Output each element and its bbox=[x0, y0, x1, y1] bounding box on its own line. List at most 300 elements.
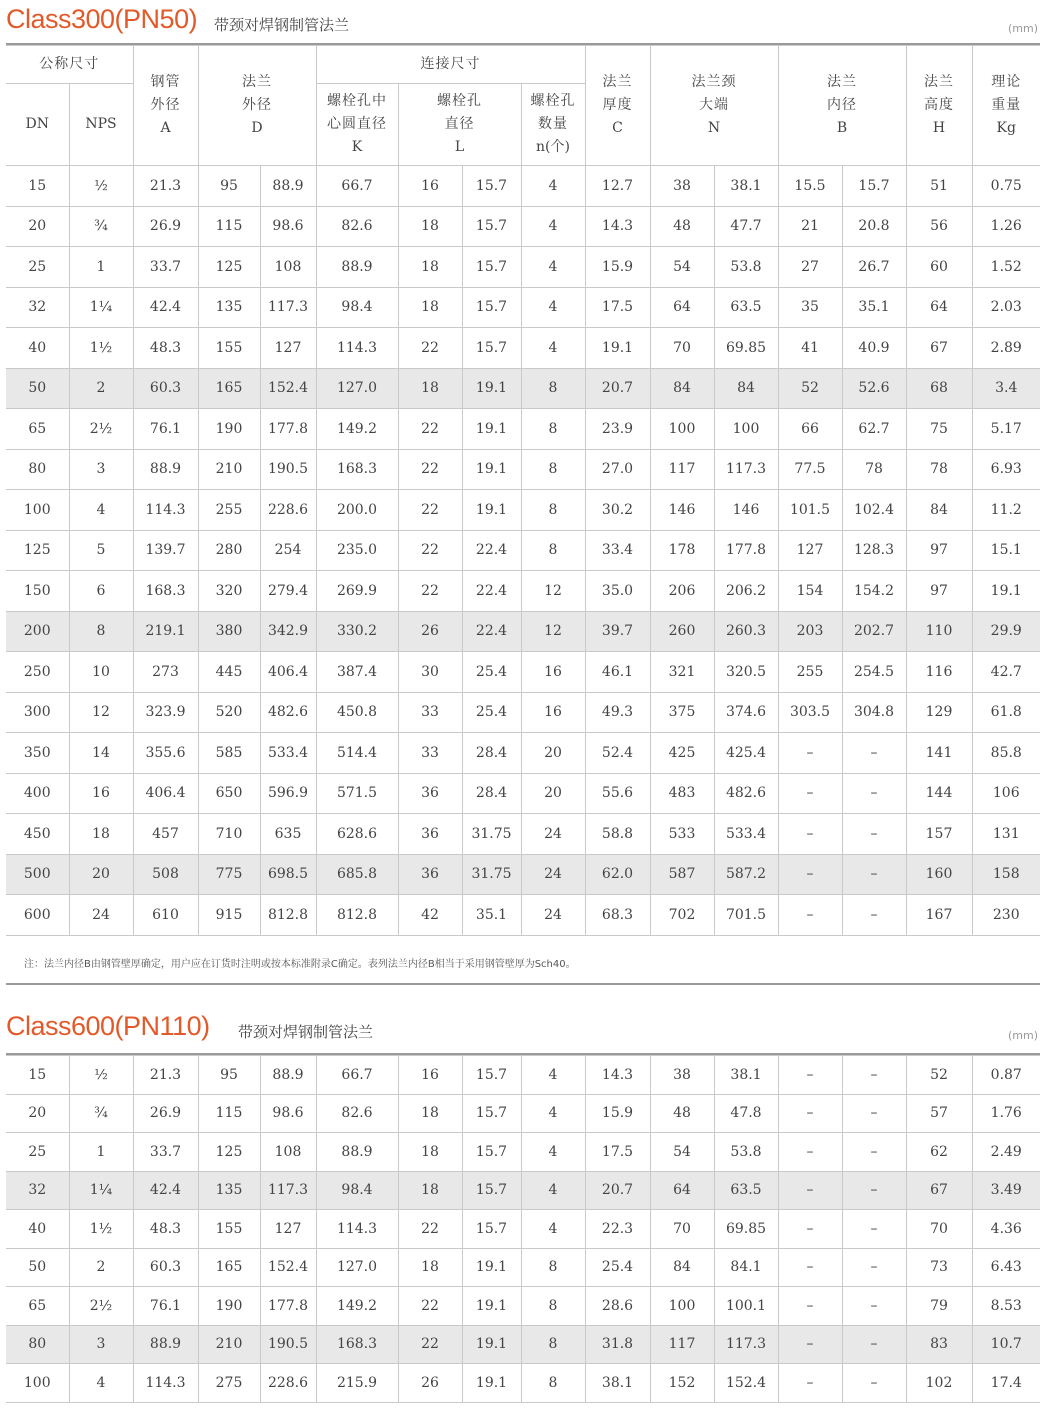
cell-neck-actual: 206.2 bbox=[714, 571, 778, 612]
cell-nps: ¾ bbox=[69, 206, 133, 247]
cell-height: 78 bbox=[906, 449, 972, 490]
cell-bolt-circle: 88.9 bbox=[316, 247, 398, 288]
cell-neck: 178 bbox=[650, 530, 714, 571]
cell-bolt-hole-actual: 15.7 bbox=[462, 166, 521, 207]
cell-neck: 321 bbox=[650, 652, 714, 693]
cell-bolt-count: 4 bbox=[521, 1056, 585, 1095]
cell-dn: 65 bbox=[6, 409, 69, 450]
table-row bbox=[6, 1325, 1040, 1364]
cell-bore: 101.5 bbox=[778, 490, 842, 531]
cell-bolt-circle: 82.6 bbox=[316, 1094, 398, 1133]
table-row bbox=[6, 1056, 1040, 1095]
header-pipe-od-l1: 钢管 bbox=[150, 74, 181, 90]
header-height-l3: H bbox=[932, 120, 946, 136]
cell-bore: 77.5 bbox=[778, 449, 842, 490]
cell-thickness: 46.1 bbox=[585, 652, 650, 693]
cell-pipe-od: 42.4 bbox=[133, 1171, 198, 1210]
cell-bolt-hole: 18 bbox=[398, 1248, 462, 1287]
cell-weight: 0.87 bbox=[972, 1056, 1040, 1095]
header-bolt-count-l2: 数量 bbox=[538, 116, 568, 132]
header-dn: DN bbox=[6, 84, 69, 166]
cell-dn: 25 bbox=[6, 247, 69, 288]
cell-bolt-hole: 30 bbox=[398, 652, 462, 693]
cell-bolt-count: 4 bbox=[521, 1133, 585, 1172]
cell-pipe-od: 48.3 bbox=[133, 328, 198, 369]
cell-pipe-od: 76.1 bbox=[133, 1287, 198, 1326]
cell-neck-actual: 53.8 bbox=[714, 1133, 778, 1172]
cell-bolt-circle: 269.9 bbox=[316, 571, 398, 612]
cell-bolt-circle: 450.8 bbox=[316, 692, 398, 733]
cell-height: 129 bbox=[906, 692, 972, 733]
cell-bolt-hole: 22 bbox=[398, 328, 462, 369]
header-bolt-circle bbox=[316, 84, 398, 166]
cell-neck-actual: 320.5 bbox=[714, 652, 778, 693]
cell-dn: 125 bbox=[6, 530, 69, 571]
cell-neck: 64 bbox=[650, 287, 714, 328]
cell-nps: 2½ bbox=[69, 409, 133, 450]
cell-neck-actual: 84 bbox=[714, 368, 778, 409]
cell-dn: 80 bbox=[6, 449, 69, 490]
header-bolt-count-l1: 螺栓孔 bbox=[530, 93, 576, 109]
cell-weight: 85.8 bbox=[972, 733, 1040, 774]
cell-weight: 11.2 bbox=[972, 490, 1040, 531]
cell-bore-actual: – bbox=[842, 733, 906, 774]
cell-flange-od: 125 bbox=[198, 247, 260, 288]
table-row bbox=[6, 652, 1040, 693]
cell-flange-od-actual: 117.3 bbox=[260, 1171, 316, 1210]
cell-nps: 5 bbox=[69, 530, 133, 571]
class300-table-body bbox=[6, 166, 1040, 936]
cell-weight: 6.43 bbox=[972, 1248, 1040, 1287]
cell-bolt-count: 8 bbox=[521, 1248, 585, 1287]
header-connection: 连接尺寸 bbox=[316, 46, 585, 84]
cell-bore: 35 bbox=[778, 287, 842, 328]
table-row bbox=[6, 490, 1040, 531]
cell-neck-actual: 100.1 bbox=[714, 1287, 778, 1326]
class300-unit: (mm) bbox=[1007, 22, 1038, 35]
cell-flange-od-actual: 228.6 bbox=[260, 1364, 316, 1403]
cell-neck-actual: 53.8 bbox=[714, 247, 778, 288]
cell-neck: 54 bbox=[650, 1133, 714, 1172]
class600-title: Class600(PN110) bbox=[6, 1011, 210, 1041]
cell-bore: – bbox=[778, 773, 842, 814]
cell-neck-actual: 117.3 bbox=[714, 449, 778, 490]
cell-flange-od-actual: 88.9 bbox=[260, 166, 316, 207]
cell-weight: 0.75 bbox=[972, 166, 1040, 207]
cell-flange-od: 710 bbox=[198, 814, 260, 855]
cell-bolt-circle: 114.3 bbox=[316, 1210, 398, 1249]
cell-bolt-hole-actual: 19.1 bbox=[462, 449, 521, 490]
cell-flange-od: 115 bbox=[198, 206, 260, 247]
cell-nps: 3 bbox=[69, 449, 133, 490]
cell-neck: 84 bbox=[650, 1248, 714, 1287]
header-neck-l1: 法兰颈 bbox=[691, 74, 737, 90]
cell-bolt-hole: 22 bbox=[398, 571, 462, 612]
cell-flange-od-actual: 88.9 bbox=[260, 1056, 316, 1095]
cell-neck: 702 bbox=[650, 895, 714, 936]
cell-neck: 146 bbox=[650, 490, 714, 531]
cell-bolt-circle: 685.8 bbox=[316, 854, 398, 895]
cell-flange-od: 380 bbox=[198, 611, 260, 652]
cell-bore: – bbox=[778, 1364, 842, 1403]
cell-dn: 32 bbox=[6, 1171, 69, 1210]
cell-flange-od: 210 bbox=[198, 449, 260, 490]
cell-thickness: 12.7 bbox=[585, 166, 650, 207]
cell-bolt-hole: 22 bbox=[398, 1325, 462, 1364]
cell-dn: 25 bbox=[6, 1133, 69, 1172]
cell-flange-od-actual: 177.8 bbox=[260, 1287, 316, 1326]
cell-bolt-circle: 149.2 bbox=[316, 409, 398, 450]
cell-nps: 8 bbox=[69, 611, 133, 652]
header-weight-l1: 理论 bbox=[991, 74, 1022, 90]
cell-height: 68 bbox=[906, 368, 972, 409]
cell-bolt-hole-actual: 15.7 bbox=[462, 1171, 521, 1210]
cell-bore-actual: 78 bbox=[842, 449, 906, 490]
cell-flange-od: 165 bbox=[198, 1248, 260, 1287]
cell-dn: 20 bbox=[6, 1094, 69, 1133]
cell-height: 75 bbox=[906, 409, 972, 450]
cell-bolt-hole-actual: 22.4 bbox=[462, 530, 521, 571]
cell-dn: 15 bbox=[6, 1056, 69, 1095]
cell-dn: 20 bbox=[6, 206, 69, 247]
cell-bore: 203 bbox=[778, 611, 842, 652]
cell-bolt-count: 8 bbox=[521, 1364, 585, 1403]
cell-bolt-hole: 18 bbox=[398, 247, 462, 288]
table-row bbox=[6, 1094, 1040, 1133]
table-row bbox=[6, 733, 1040, 774]
cell-nps: 16 bbox=[69, 773, 133, 814]
cell-bolt-circle: 235.0 bbox=[316, 530, 398, 571]
cell-weight: 4.36 bbox=[972, 1210, 1040, 1249]
cell-dn: 15 bbox=[6, 166, 69, 207]
cell-neck: 425 bbox=[650, 733, 714, 774]
cell-neck: 483 bbox=[650, 773, 714, 814]
cell-nps: ½ bbox=[69, 166, 133, 207]
cell-bolt-hole: 16 bbox=[398, 166, 462, 207]
cell-weight: 1.76 bbox=[972, 1094, 1040, 1133]
cell-thickness: 19.1 bbox=[585, 328, 650, 369]
cell-pipe-od: 355.6 bbox=[133, 733, 198, 774]
cell-bore: – bbox=[778, 1287, 842, 1326]
header-bore-l3: B bbox=[836, 120, 848, 136]
cell-bolt-hole: 33 bbox=[398, 692, 462, 733]
cell-height: 102 bbox=[906, 1364, 972, 1403]
cell-bore: 255 bbox=[778, 652, 842, 693]
cell-neck: 54 bbox=[650, 247, 714, 288]
cell-height: 60 bbox=[906, 247, 972, 288]
cell-thickness: 22.3 bbox=[585, 1210, 650, 1249]
cell-bolt-count: 4 bbox=[521, 166, 585, 207]
cell-bore: 52 bbox=[778, 368, 842, 409]
header-bolt-hole-l2: 直径 bbox=[444, 116, 475, 132]
cell-pipe-od: 33.7 bbox=[133, 247, 198, 288]
cell-neck-actual: 701.5 bbox=[714, 895, 778, 936]
cell-bolt-hole-actual: 19.1 bbox=[462, 1248, 521, 1287]
class300-table-header bbox=[6, 46, 1040, 166]
cell-pipe-od: 88.9 bbox=[133, 1325, 198, 1364]
cell-weight: 15.1 bbox=[972, 530, 1040, 571]
table-row bbox=[6, 449, 1040, 490]
cell-weight: 17.4 bbox=[972, 1364, 1040, 1403]
cell-bolt-count: 8 bbox=[521, 1287, 585, 1326]
cell-thickness: 62.0 bbox=[585, 854, 650, 895]
cell-bore-actual: 52.6 bbox=[842, 368, 906, 409]
cell-bore-actual: 62.7 bbox=[842, 409, 906, 450]
cell-bore: 303.5 bbox=[778, 692, 842, 733]
header-flange-od bbox=[198, 46, 316, 166]
cell-neck: 260 bbox=[650, 611, 714, 652]
cell-flange-od: 280 bbox=[198, 530, 260, 571]
cell-bore-actual: 40.9 bbox=[842, 328, 906, 369]
cell-neck-actual: 47.7 bbox=[714, 206, 778, 247]
cell-bolt-hole-actual: 19.1 bbox=[462, 490, 521, 531]
cell-bolt-circle: 66.7 bbox=[316, 166, 398, 207]
cell-flange-od-actual: 190.5 bbox=[260, 1325, 316, 1364]
class300-note: 注：法兰内径B由钢管壁厚确定，用户应在订货时注明或按本标准附录C确定。表列法兰内径B相当于采用钢管壁厚为Sch40。 bbox=[24, 959, 576, 970]
cell-flange-od: 445 bbox=[198, 652, 260, 693]
class300-bottom-rule bbox=[6, 983, 1040, 985]
cell-bore-actual: – bbox=[842, 1094, 906, 1133]
cell-nps: 20 bbox=[69, 854, 133, 895]
cell-bolt-hole-actual: 35.1 bbox=[462, 895, 521, 936]
cell-height: 52 bbox=[906, 1056, 972, 1095]
cell-thickness: 33.4 bbox=[585, 530, 650, 571]
header-bolt-hole-l3: L bbox=[454, 139, 465, 155]
cell-pipe-od: 610 bbox=[133, 895, 198, 936]
cell-bolt-circle: 168.3 bbox=[316, 449, 398, 490]
cell-weight: 6.93 bbox=[972, 449, 1040, 490]
table-row bbox=[6, 571, 1040, 612]
table-row bbox=[6, 773, 1040, 814]
table-row bbox=[6, 530, 1040, 571]
cell-bore: – bbox=[778, 814, 842, 855]
cell-thickness: 68.3 bbox=[585, 895, 650, 936]
cell-weight: 106 bbox=[972, 773, 1040, 814]
cell-thickness: 20.7 bbox=[585, 368, 650, 409]
cell-bolt-count: 8 bbox=[521, 530, 585, 571]
cell-neck-actual: 63.5 bbox=[714, 1171, 778, 1210]
cell-pipe-od: 26.9 bbox=[133, 1094, 198, 1133]
cell-pipe-od: 88.9 bbox=[133, 449, 198, 490]
cell-nps: 4 bbox=[69, 490, 133, 531]
cell-thickness: 20.7 bbox=[585, 1171, 650, 1210]
class300-subtitle: 带颈对焊钢制管法兰 bbox=[214, 16, 350, 34]
cell-bolt-hole: 18 bbox=[398, 1171, 462, 1210]
cell-bore-actual: – bbox=[842, 1248, 906, 1287]
cell-bolt-count: 4 bbox=[521, 1210, 585, 1249]
cell-pipe-od: 168.3 bbox=[133, 571, 198, 612]
cell-bolt-count: 20 bbox=[521, 733, 585, 774]
cell-dn: 100 bbox=[6, 1364, 69, 1403]
header-thickness bbox=[585, 46, 650, 166]
cell-bolt-count: 8 bbox=[521, 1325, 585, 1364]
cell-weight: 1.52 bbox=[972, 247, 1040, 288]
cell-bore-actual: – bbox=[842, 773, 906, 814]
cell-bore: 154 bbox=[778, 571, 842, 612]
cell-bore-actual: – bbox=[842, 814, 906, 855]
header-thickness-l2: 厚度 bbox=[602, 97, 633, 113]
cell-dn: 50 bbox=[6, 1248, 69, 1287]
cell-flange-od-actual: 533.4 bbox=[260, 733, 316, 774]
cell-weight: 29.9 bbox=[972, 611, 1040, 652]
cell-bore: 41 bbox=[778, 328, 842, 369]
cell-bolt-circle: 82.6 bbox=[316, 206, 398, 247]
cell-height: 97 bbox=[906, 571, 972, 612]
cell-dn: 80 bbox=[6, 1325, 69, 1364]
header-thickness-l3: C bbox=[612, 120, 623, 136]
class600-table-body bbox=[6, 1056, 1040, 1403]
cell-thickness: 49.3 bbox=[585, 692, 650, 733]
table-row bbox=[6, 1133, 1040, 1172]
cell-bolt-hole-actual: 15.7 bbox=[462, 287, 521, 328]
cell-bolt-circle: 571.5 bbox=[316, 773, 398, 814]
cell-nps: ½ bbox=[69, 1056, 133, 1095]
cell-flange-od: 320 bbox=[198, 571, 260, 612]
cell-dn: 300 bbox=[6, 692, 69, 733]
cell-height: 73 bbox=[906, 1248, 972, 1287]
cell-neck: 100 bbox=[650, 409, 714, 450]
cell-bore: – bbox=[778, 1248, 842, 1287]
cell-bolt-hole-actual: 31.75 bbox=[462, 814, 521, 855]
table-row bbox=[6, 692, 1040, 733]
header-pipe-od-l2: 外径 bbox=[150, 97, 181, 113]
cell-neck: 587 bbox=[650, 854, 714, 895]
cell-dn: 65 bbox=[6, 1287, 69, 1326]
cell-flange-od-actual: 228.6 bbox=[260, 490, 316, 531]
cell-bolt-hole: 22 bbox=[398, 449, 462, 490]
cell-thickness: 58.8 bbox=[585, 814, 650, 855]
cell-nps: 3 bbox=[69, 1325, 133, 1364]
cell-bore-actual: – bbox=[842, 1056, 906, 1095]
cell-neck-actual: 38.1 bbox=[714, 1056, 778, 1095]
cell-bolt-count: 4 bbox=[521, 1094, 585, 1133]
cell-thickness: 52.4 bbox=[585, 733, 650, 774]
cell-bore: 27 bbox=[778, 247, 842, 288]
cell-bolt-hole-actual: 19.1 bbox=[462, 1325, 521, 1364]
cell-height: 97 bbox=[906, 530, 972, 571]
cell-thickness: 38.1 bbox=[585, 1364, 650, 1403]
cell-bolt-count: 4 bbox=[521, 247, 585, 288]
cell-flange-od: 155 bbox=[198, 328, 260, 369]
cell-pipe-od: 60.3 bbox=[133, 368, 198, 409]
cell-flange-od: 255 bbox=[198, 490, 260, 531]
cell-bolt-hole: 18 bbox=[398, 206, 462, 247]
header-height-l2: 高度 bbox=[924, 97, 954, 113]
header-neck-l2: 大端 bbox=[699, 97, 729, 113]
cell-bolt-circle: 149.2 bbox=[316, 1287, 398, 1326]
cell-bolt-hole: 42 bbox=[398, 895, 462, 936]
cell-bore-actual: – bbox=[842, 895, 906, 936]
cell-pipe-od: 114.3 bbox=[133, 490, 198, 531]
cell-flange-od: 95 bbox=[198, 1056, 260, 1095]
cell-bolt-circle: 200.0 bbox=[316, 490, 398, 531]
cell-bolt-hole-actual: 15.7 bbox=[462, 1210, 521, 1249]
header-neck-l3: N bbox=[707, 120, 721, 136]
cell-height: 70 bbox=[906, 1210, 972, 1249]
header-neck bbox=[650, 46, 778, 166]
cell-height: 144 bbox=[906, 773, 972, 814]
cell-bolt-count: 8 bbox=[521, 368, 585, 409]
cell-bolt-count: 24 bbox=[521, 854, 585, 895]
cell-bore-actual: 202.7 bbox=[842, 611, 906, 652]
cell-bolt-hole-actual: 28.4 bbox=[462, 733, 521, 774]
cell-dn: 40 bbox=[6, 1210, 69, 1249]
cell-weight: 61.8 bbox=[972, 692, 1040, 733]
cell-bolt-hole-actual: 19.1 bbox=[462, 368, 521, 409]
cell-bore: – bbox=[778, 1094, 842, 1133]
cell-bore-actual: 20.8 bbox=[842, 206, 906, 247]
cell-pipe-od: 48.3 bbox=[133, 1210, 198, 1249]
table-row bbox=[6, 1210, 1040, 1249]
cell-dn: 500 bbox=[6, 854, 69, 895]
cell-pipe-od: 508 bbox=[133, 854, 198, 895]
cell-neck-actual: 69.85 bbox=[714, 328, 778, 369]
class300-title: Class300(PN50) bbox=[6, 4, 198, 34]
cell-thickness: 28.6 bbox=[585, 1287, 650, 1326]
cell-flange-od-actual: 152.4 bbox=[260, 1248, 316, 1287]
cell-flange-od: 165 bbox=[198, 368, 260, 409]
cell-nps: 12 bbox=[69, 692, 133, 733]
cell-nps: 14 bbox=[69, 733, 133, 774]
cell-flange-od: 155 bbox=[198, 1210, 260, 1249]
cell-bore: – bbox=[778, 1210, 842, 1249]
cell-pipe-od: 26.9 bbox=[133, 206, 198, 247]
cell-bolt-count: 24 bbox=[521, 895, 585, 936]
cell-thickness: 14.3 bbox=[585, 1056, 650, 1095]
cell-bore: – bbox=[778, 1325, 842, 1364]
cell-neck: 100 bbox=[650, 1287, 714, 1326]
cell-neck-actual: 425.4 bbox=[714, 733, 778, 774]
cell-bore: – bbox=[778, 1171, 842, 1210]
cell-height: 67 bbox=[906, 1171, 972, 1210]
cell-nps: 2½ bbox=[69, 1287, 133, 1326]
cell-neck: 48 bbox=[650, 1094, 714, 1133]
cell-bolt-hole: 36 bbox=[398, 773, 462, 814]
cell-height: 83 bbox=[906, 1325, 972, 1364]
header-weight-l2: 重量 bbox=[991, 97, 1022, 113]
cell-height: 56 bbox=[906, 206, 972, 247]
table-row bbox=[6, 409, 1040, 450]
cell-bolt-hole: 22 bbox=[398, 1210, 462, 1249]
cell-weight: 3.4 bbox=[972, 368, 1040, 409]
cell-bolt-count: 20 bbox=[521, 773, 585, 814]
cell-flange-od: 115 bbox=[198, 1094, 260, 1133]
cell-bolt-circle: 168.3 bbox=[316, 1325, 398, 1364]
cell-bolt-hole: 18 bbox=[398, 1094, 462, 1133]
cell-bore-actual: – bbox=[842, 1210, 906, 1249]
cell-pipe-od: 219.1 bbox=[133, 611, 198, 652]
cell-bolt-circle: 628.6 bbox=[316, 814, 398, 855]
cell-flange-od-actual: 127 bbox=[260, 1210, 316, 1249]
cell-flange-od: 650 bbox=[198, 773, 260, 814]
header-bolt-count bbox=[521, 84, 585, 166]
cell-height: 51 bbox=[906, 166, 972, 207]
cell-neck-actual: 152.4 bbox=[714, 1364, 778, 1403]
table-row bbox=[6, 1364, 1040, 1403]
cell-neck: 38 bbox=[650, 166, 714, 207]
cell-bolt-count: 4 bbox=[521, 206, 585, 247]
class300-section bbox=[6, 0, 1040, 970]
cell-bore-actual: – bbox=[842, 1364, 906, 1403]
cell-bore-actual: – bbox=[842, 854, 906, 895]
cell-bore: – bbox=[778, 854, 842, 895]
header-height-l1: 法兰 bbox=[924, 74, 954, 90]
cell-thickness: 17.5 bbox=[585, 287, 650, 328]
cell-dn: 450 bbox=[6, 814, 69, 855]
cell-flange-od-actual: 406.4 bbox=[260, 652, 316, 693]
cell-pipe-od: 76.1 bbox=[133, 409, 198, 450]
cell-weight: 42.7 bbox=[972, 652, 1040, 693]
